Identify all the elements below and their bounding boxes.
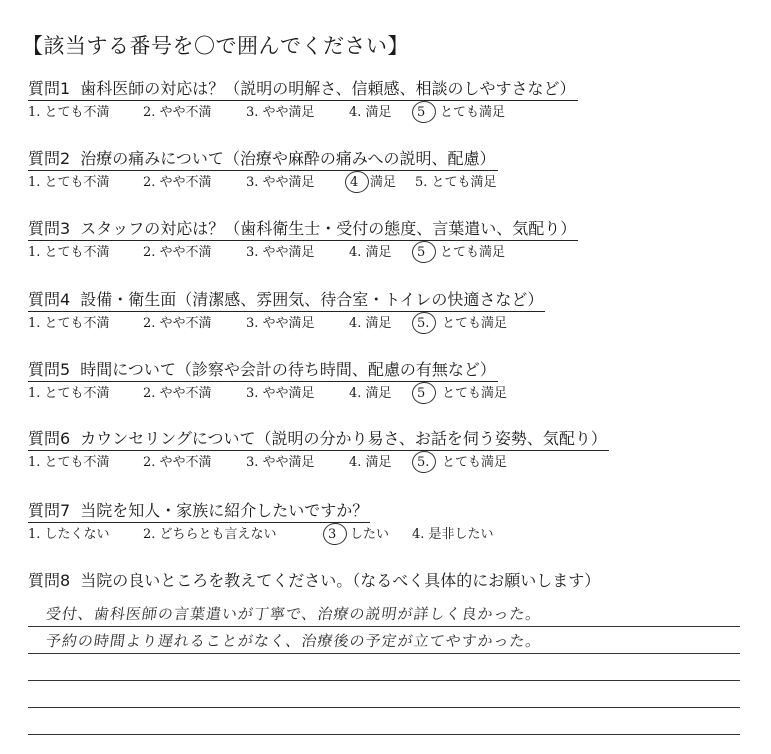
answer-line[interactable] [28, 627, 740, 654]
question-text: 時間について（診察や会計の待ち時間、配慮の有無など） [80, 360, 496, 379]
option-1[interactable]: 1. とても不満 [28, 386, 110, 401]
handwritten-answer: 受付、歯科医師の言葉遣いが丁寧で、治療の説明が詳しく良かった。 [44, 605, 543, 623]
option-5-label: とても満足 [442, 386, 508, 401]
option-4[interactable]: 4. 満足 [349, 316, 392, 331]
question-title [28, 148, 498, 171]
option-1[interactable]: 1. とても不満 [28, 245, 110, 260]
option-1[interactable]: 1. とても不満 [28, 455, 110, 470]
option-1[interactable]: 1. とても不満 [28, 105, 110, 120]
option-1[interactable]: 1. したくない [28, 527, 110, 542]
question-2 [28, 148, 758, 195]
question-5 [28, 359, 758, 406]
answer-options [28, 453, 758, 475]
question-number: 質問8 [28, 571, 71, 590]
option-5-circled[interactable]: 5 [417, 103, 425, 123]
option-5-label: とても満足 [442, 316, 508, 331]
answer-options [28, 525, 758, 547]
answer-line[interactable] [28, 708, 740, 735]
option-5-circled[interactable]: 5. [417, 453, 429, 473]
question-title [28, 78, 578, 101]
question-number: 質問6 [28, 429, 71, 448]
option-5-label: とても満足 [440, 245, 506, 260]
question-title [28, 500, 370, 523]
free-answer-area[interactable] [28, 600, 740, 735]
question-3 [28, 218, 758, 265]
option-2[interactable]: 2. やや不満 [143, 386, 212, 401]
answer-options [28, 314, 758, 336]
option-3-circled[interactable]: 3 [328, 525, 336, 545]
option-5-label: とても満足 [440, 105, 506, 120]
question-title [28, 218, 578, 241]
option-5-circled[interactable]: 5 [417, 384, 425, 404]
option-2[interactable]: 2. やや不満 [143, 316, 212, 331]
question-number: 質問4 [28, 290, 71, 309]
option-5-circled[interactable]: 5. [417, 314, 429, 334]
option-5[interactable]: 5. とても満足 [415, 175, 497, 190]
question-7 [28, 500, 758, 547]
option-1[interactable]: 1. とても不満 [28, 316, 110, 331]
answer-options [28, 243, 758, 265]
question-number: 質問7 [28, 501, 71, 520]
option-3[interactable]: 3. やや満足 [246, 455, 315, 470]
question-1 [28, 78, 758, 125]
option-2[interactable]: 2. やや不満 [143, 455, 212, 470]
option-4[interactable]: 4. 満足 [349, 386, 392, 401]
question-title [28, 359, 498, 382]
option-3-label: したい [350, 527, 390, 542]
option-3[interactable]: 3. やや満足 [246, 175, 315, 190]
option-4[interactable]: 4. 満足 [349, 455, 392, 470]
option-3[interactable]: 3. やや満足 [246, 386, 315, 401]
option-2[interactable]: 2. やや不満 [143, 105, 212, 120]
question-4 [28, 289, 758, 336]
option-4[interactable]: 4. 是非したい [412, 527, 494, 542]
question-title [28, 428, 609, 451]
question-text: カウンセリングについて（説明の分かり易さ、お話を伺う姿勢、気配り） [80, 429, 607, 448]
option-5-circled[interactable]: 5 [417, 243, 425, 263]
option-2[interactable]: 2. やや不満 [143, 245, 212, 260]
option-4[interactable]: 4. 満足 [349, 105, 392, 120]
option-3[interactable]: 3. やや満足 [246, 316, 315, 331]
question-number: 質問2 [28, 149, 71, 168]
option-5-label: とても満足 [442, 455, 508, 470]
question-number: 質問5 [28, 360, 71, 379]
option-4[interactable]: 4. 満足 [349, 245, 392, 260]
question-6 [28, 428, 758, 475]
question-text: 当院の良いところを教えてください。（なるべく具体的にお願いします） [80, 571, 601, 590]
question-text: 当院を知人・家族に紹介したいですか？ [80, 501, 369, 520]
option-2[interactable]: 2. やや不満 [143, 175, 212, 190]
answer-line[interactable] [28, 654, 740, 681]
question-title [28, 289, 545, 312]
question-text: 治療の痛みについて（治療や麻酔の痛みへの説明、配慮） [80, 149, 496, 168]
question-text: 歯科医師の対応は？（説明の明解さ、信頼感、相談のしやすさなど） [80, 79, 576, 98]
answer-line[interactable] [28, 681, 740, 708]
option-3[interactable]: 3. やや満足 [246, 105, 315, 120]
option-2[interactable]: 2. どちらとも言えない [143, 527, 277, 542]
answer-options [28, 384, 758, 406]
question-text: スタッフの対応は？（歯科衛生士・受付の態度、言葉遣い、気配り） [80, 219, 577, 238]
answer-options [28, 103, 758, 125]
instruction-header: 【該当する番号を〇で囲んでください】 [22, 34, 409, 58]
question-title [28, 570, 602, 592]
option-1[interactable]: 1. とても不満 [28, 175, 110, 190]
question-text: 設備・衛生面（清潔感、雰囲気、待合室・トイレの快適さなど） [80, 290, 544, 309]
handwritten-answer: 予約の時間より遅れることがなく、治療後の予定が立てやすかった。 [44, 632, 543, 650]
answer-options [28, 173, 758, 195]
question-number: 質問3 [28, 219, 71, 238]
option-4-label: 満足 [370, 175, 397, 190]
question-number: 質問1 [28, 79, 71, 98]
question-8 [28, 570, 758, 592]
option-3[interactable]: 3. やや満足 [246, 245, 315, 260]
option-4-circled[interactable]: 4 [350, 173, 358, 193]
answer-line[interactable] [28, 600, 740, 627]
